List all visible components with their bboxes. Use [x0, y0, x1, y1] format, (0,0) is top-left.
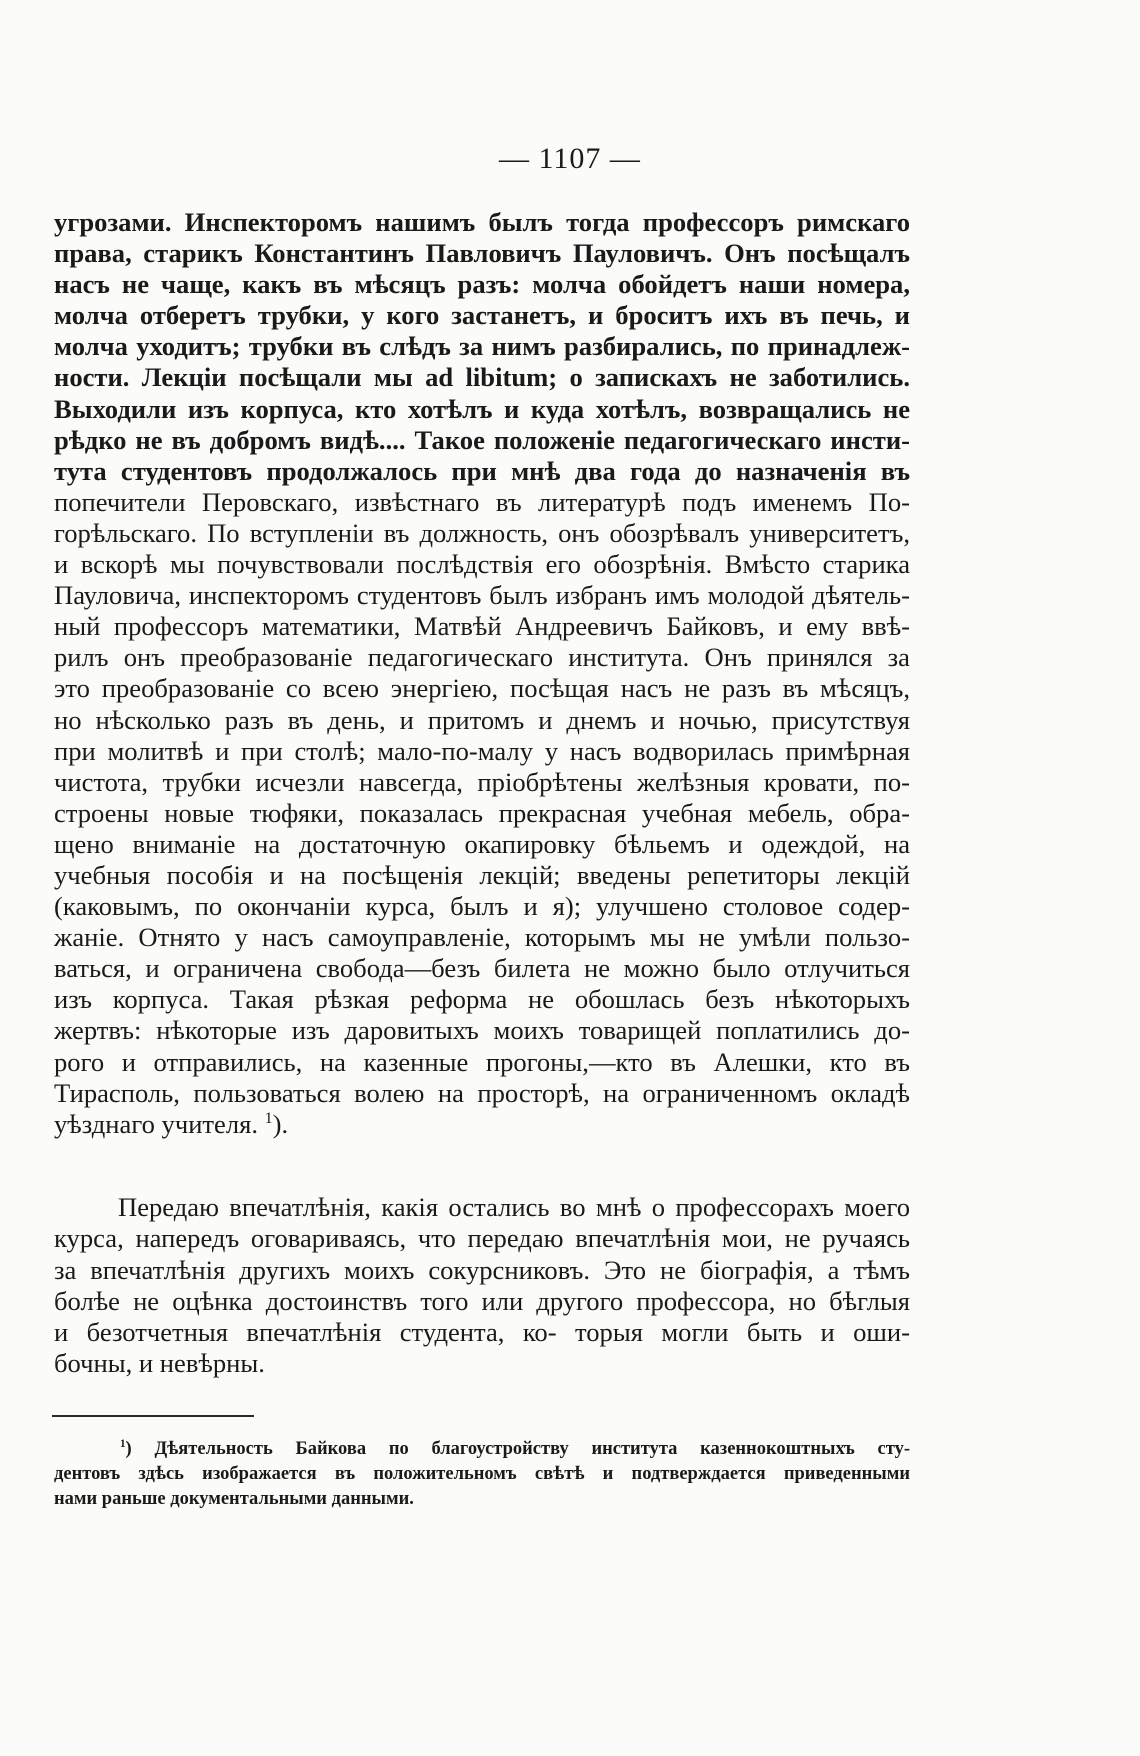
text-line: при молитвѣ и при столѣ; мало-по-малу у насъ водворилась примѣрная [54, 735, 910, 766]
text-line: права, старикъ Константинъ Павловичъ Пауловичъ. Онъ посѣщалъ [54, 238, 910, 269]
text-line-content: уѣзднаго учителя. [54, 1108, 258, 1139]
text-line: попечители Перовскаго, извѣстнаго въ литературѣ подъ именемъ По- [54, 486, 910, 517]
text-line: жертвъ: нѣкоторые изъ даровитыхъ моихъ товарищей поплатились до- [54, 1015, 910, 1046]
text-line: строены новые тюфяки, показалась прекрасная учебная мебель, обра- [54, 797, 910, 828]
footnote-line [54, 1437, 910, 1462]
text-line: это преобразованіе со всею энергіею, посѣщая насъ не разъ въ мѣсяцъ, [54, 673, 910, 704]
footnote-divider [52, 1415, 254, 1417]
text-line: бочны, и невѣрны. [54, 1348, 265, 1379]
text-line: тута студентовъ продолжалось при мнѣ два года до назначенія въ [54, 455, 910, 486]
text-line: Выходили изъ корпуса, кто хотѣлъ и куда хотѣлъ, возвращались не [54, 393, 910, 424]
text-line: Тирасполь, пользоваться волею на просторѣ, на ограниченномъ окладѣ [54, 1077, 910, 1108]
paragraph-2 [54, 1192, 910, 1380]
text-line: и безотчетныя впечатлѣнія студента, ко- торыя могли быть и оши- [54, 1317, 910, 1348]
footnote [54, 1437, 910, 1512]
text-line: горѣльскаго. По вступленіи въ должность, онъ обозрѣвалъ университетъ, [54, 517, 910, 548]
footnote-line: дентовъ здѣсь изображается въ положительномъ свѣтѣ и подтверждается приведенными [54, 1464, 910, 1484]
text-line: чистота, трубки исчезли навсегда, пріобрѣтены желѣзныя кровати, по- [54, 766, 910, 797]
text-line: жаніе. Отнято у насъ самоуправленіе, которымъ мы не умѣли пользо- [54, 922, 910, 953]
text-line: курса, напередъ оговариваясь, что передаю впечатлѣнія мои, не ручаясь [54, 1223, 910, 1254]
paragraph-1 [54, 207, 910, 1140]
text-line: уѣзднаго учителя. $^1$). [54, 1108, 289, 1139]
text-line: Пауловича, инспекторомъ студентовъ былъ избранъ имъ молодой дѣятель- [54, 580, 910, 611]
page-number: — 1107 — [499, 142, 641, 175]
text-line: ности. Лекціи посѣщали мы ad libitum; о запискахъ не заботились. [54, 362, 910, 393]
text-line: ваться, и ограничена свобода—безъ билета не можно было отлучиться [54, 953, 910, 984]
text-line: молча уходитъ; трубки въ слѣдъ за нимъ разбирались, по принадлеж- [54, 331, 910, 362]
text-line: но нѣсколько разъ въ день, и притомъ и днемъ и ночью, присутствуя [54, 704, 910, 735]
text-line: за впечатлѣнія другихъ моихъ сокурсниковъ. Это не біографія, а тѣмъ [54, 1254, 910, 1285]
text-line: рилъ онъ преобразованіе педагогическаго института. Онъ принялся за [54, 642, 910, 673]
text-line: и вскорѣ мы почувствовали послѣдствія его обозрѣнія. Вмѣсто старика [54, 549, 910, 580]
text-line: (каковымъ, по окончаніи курса, былъ и я); улучшено столовое содер- [54, 891, 910, 922]
text-line: щено вниманіе на достаточную окапировку бѣльемъ и одеждой, на [54, 828, 910, 859]
footnote-reference: 1 [264, 1109, 273, 1127]
footnote-marker: 1 [120, 1437, 126, 1450]
text-line: изъ корпуса. Такая рѣзкая реформа не обошлась безъ нѣкоторыхъ [54, 984, 910, 1015]
text-line: Передаю впечатлѣнія, какія остались во мнѣ о профессорахъ моего [118, 1192, 910, 1222]
text-line: молча отберетъ трубки, у кого застанетъ, и броситъ ихъ въ печь, и [54, 300, 910, 331]
footnote-line: нами раньше документальными данными. [54, 1489, 414, 1509]
text-line: насъ не чаще, какъ въ мѣсяцъ разъ: молча обойдетъ наши номера, [54, 269, 910, 300]
text-line: рого и отправились, на казенные прогоны,—кто въ Алешки, кто въ [54, 1046, 910, 1077]
text-line: угрозами. Инспекторомъ нашимъ былъ тогда профессоръ римскаго [54, 207, 910, 237]
text-line: учебныя пособія и на посѣщенія лекцій; введены репетиторы лекцій [54, 859, 910, 890]
footnote-line-text: ) Дѣятельность Байкова по благоустройству института казеннокоштныхъ сту- [125, 1439, 910, 1459]
text-line: ный профессоръ математики, Матвѣй Андреевичъ Байковъ, и ему ввѣ- [54, 611, 910, 642]
text-line: рѣдко не въ добромъ видѣ.... Такое положеніе педагогическаго инсти- [54, 424, 910, 455]
text-line: болѣе не оцѣнка достоинствъ того или другого профессора, но бѣглыя [54, 1285, 910, 1316]
